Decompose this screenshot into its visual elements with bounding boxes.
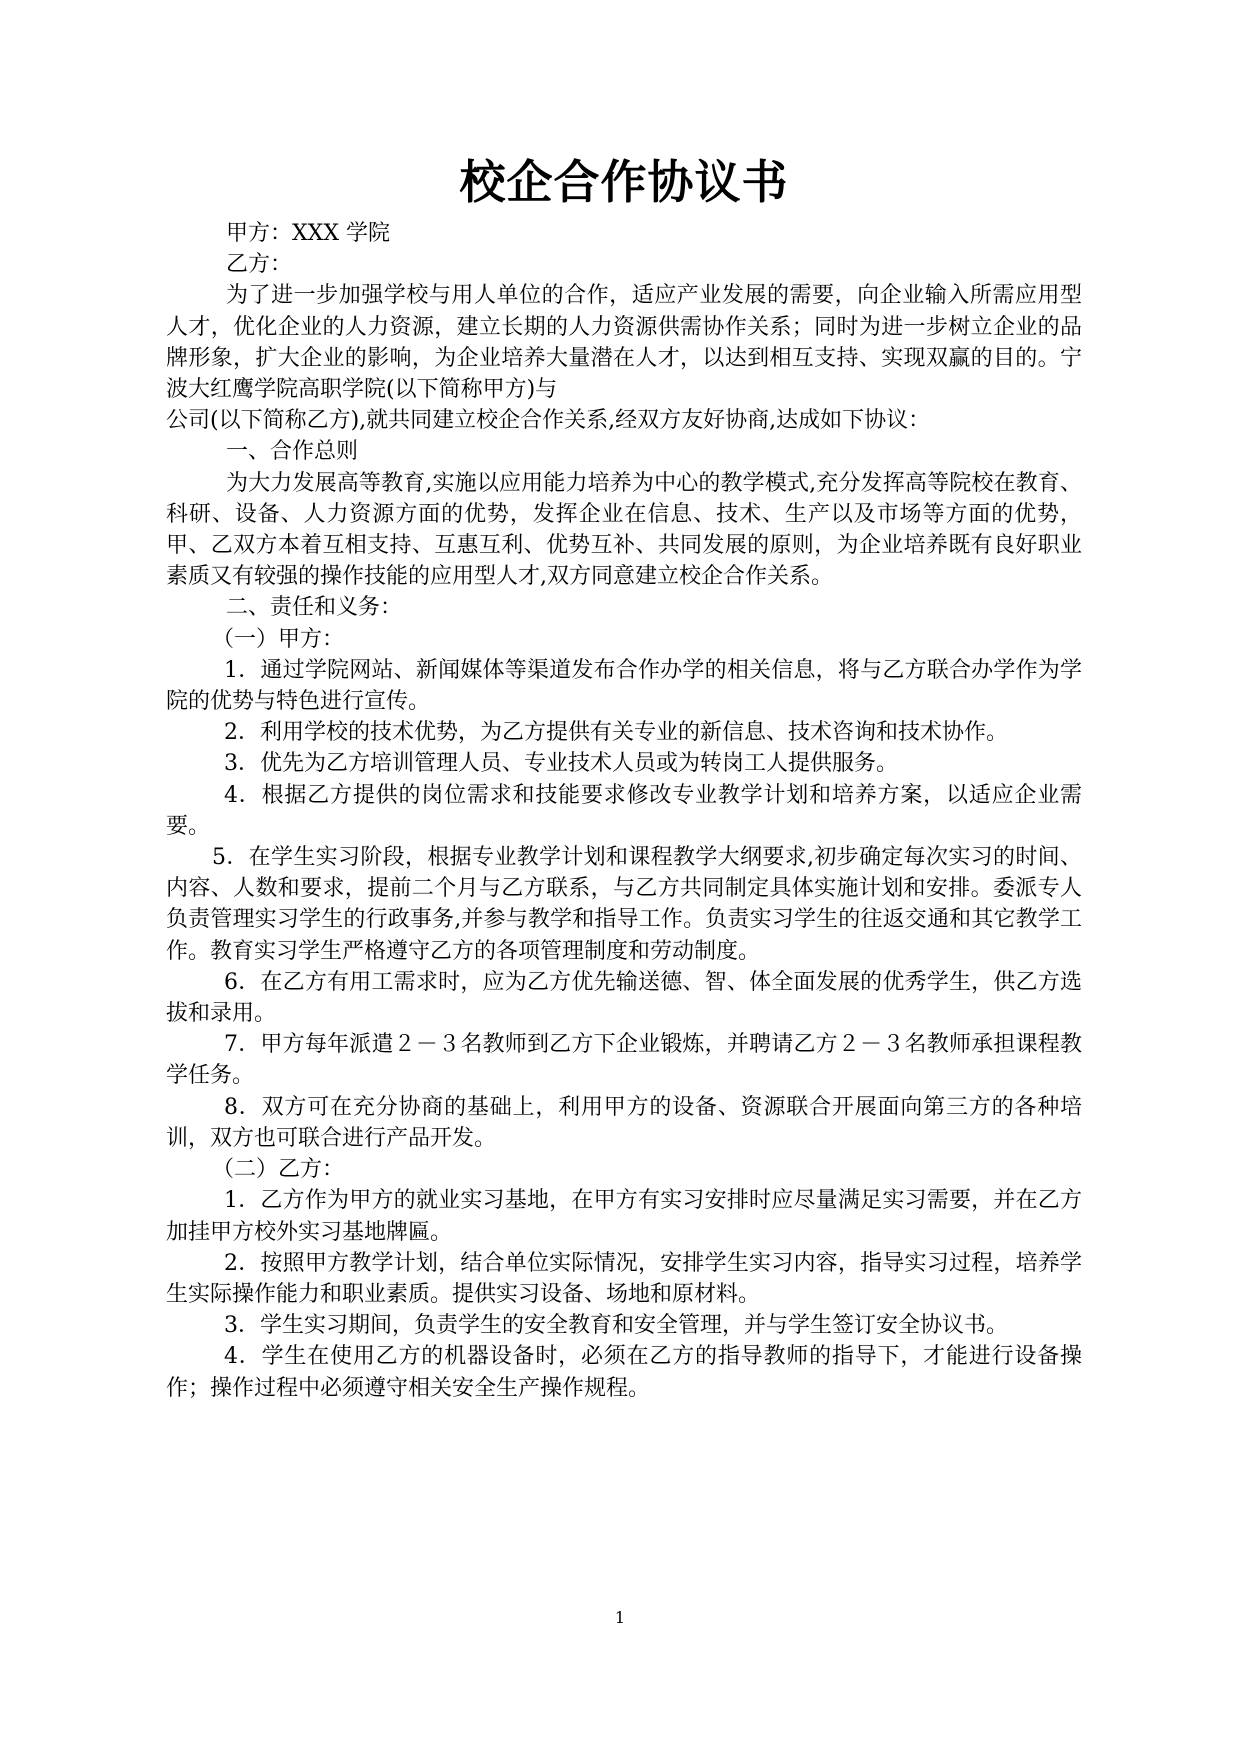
section-1-body: 为大力发展高等教育,实施以应用能力培养为中心的教学模式,充分发挥高等院校在教育、科研、设备、人力资源方面的优势，发挥企业在信息、技术、生产以及市场等方面的优势，甲、乙双方本着互相支持、互惠互利、优势互补、共同发展的原则，为企业培养既有良好职业素质又有较强的操作技能的应用型人才,双方同意建立校企合作关系。 — [166, 470, 1082, 590]
document-body — [166, 218, 1082, 1404]
section-2-heading: 二、责任和义务： — [226, 595, 403, 621]
document-page — [166, 150, 1082, 1404]
party-a-item-2: 2．利用学校的技术优势，为乙方提供有关专业的新信息、技术咨询和技术协作。 — [224, 720, 1008, 746]
party-b-item-4: 4．学生在使用乙方的机器设备时，必须在乙方的指导教师的指导下，才能进行设备操作；操作过程中必须遵守相关安全生产操作规程。 — [166, 1344, 1082, 1401]
party-b-item-2: 2．按照甲方教学计划，结合单位实际情况，安排学生实习内容，指导实习过程，培养学生实际操作能力和职业素质。提供实习设备、场地和原材料。 — [166, 1250, 1082, 1307]
page-number: 1 — [614, 1608, 626, 1627]
party-a-item-8: 8．双方可在充分协商的基础上，利用甲方的设备、资源联合开展面向第三方的各种培训，双方也可联合进行产品开发。 — [166, 1094, 1082, 1151]
section-1-heading: 一、合作总则 — [226, 439, 359, 465]
party-a-item-1: 1．通过学院网站、新闻媒体等渠道发布合作办学的相关信息，将与乙方联合办学作为学院的优势与特色进行宣传。 — [166, 657, 1082, 715]
intro-continuation: 公司(以下简称乙方),就共同建立校企合作关系,经双方友好协商,达成如下协议： — [166, 408, 931, 434]
party-a-line: 甲方：XXX 学院 — [226, 221, 390, 246]
party-a-item-3: 3．优先为乙方培训管理人员、专业技术人员或为转岗工人提供服务。 — [224, 751, 898, 777]
party-a-heading: （一）甲方： — [212, 626, 345, 652]
party-a-item-4: 4．根据乙方提供的岗位需求和技能要求修改专业教学计划和培养方案，以适应企业需要。 — [166, 782, 1082, 839]
party-b-heading: （二）乙方： — [212, 1157, 345, 1183]
party-a-item-7: 7．甲方每年派遣２－３名教师到乙方下企业锻炼，并聘请乙方２－３名教师承担课程教学任务。 — [166, 1032, 1082, 1089]
party-a-item-5: 5．在学生实习阶段，根据专业教学计划和课程教学大纲要求,初步确定每次实习的时间、内容、人数和要求，提前二个月与乙方联系，与乙方共同制定具体实施计划和安排。委派专人负责管理实习学生的行政事务,并参与教学和指导工作。负责实习学生的往返交通和其它教学工作。教育实习学生严格遵守乙方的各项管理制度和劳动制度。 — [166, 845, 1082, 964]
party-b-item-1: 1．乙方作为甲方的就业实习基地，在甲方有实习安排时应尽量满足实习需要，并在乙方加挂甲方校外实习基地牌匾。 — [166, 1188, 1082, 1245]
document-title: 校企合作协议书 — [459, 155, 789, 209]
party-b-item-3: 3．学生实习期间，负责学生的安全教育和安全管理，并与学生签订安全协议书。 — [224, 1313, 1008, 1339]
party-b-line: 乙方： — [226, 252, 293, 278]
intro-paragraph: 为了进一步加强学校与用人单位的合作，适应产业发展的需要，向企业输入所需应用型人才，优化企业的人力资源，建立长期的人力资源供需协作关系；同时为进一步树立企业的品牌形象，扩大企业的影响，为企业培养大量潜在人才，以达到相互支持、实现双赢的目的。宁波大红鹰学院高职学院(以下简称甲方)与 — [166, 283, 1082, 403]
party-a-item-6: 6．在乙方有用工需求时，应为乙方优先输送德、智、体全面发展的优秀学生，供乙方选拔和录用。 — [166, 969, 1082, 1027]
